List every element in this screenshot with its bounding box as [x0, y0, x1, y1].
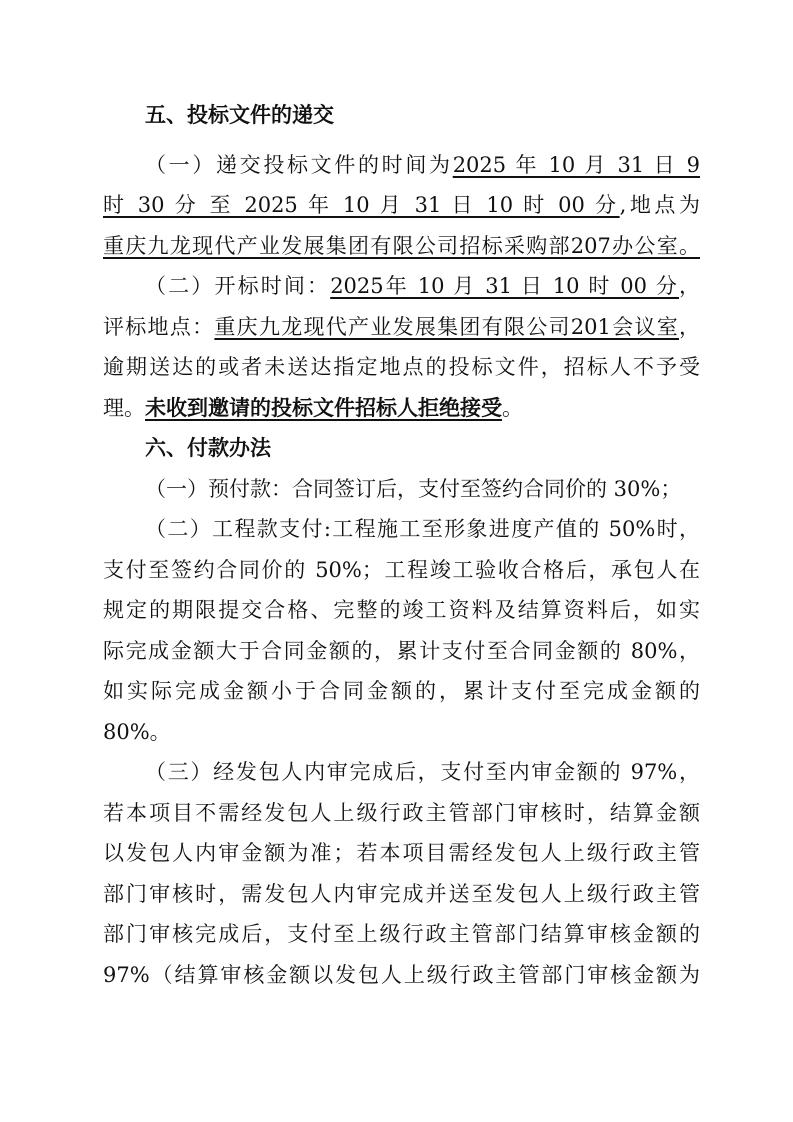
text-segment: 部门审核完成后，支付至上级行政主管部门结算审核金额的 [103, 922, 700, 946]
text-line [103, 793, 700, 834]
text-segment: 六、付款办法 [145, 435, 271, 460]
text-segment: ， [679, 314, 700, 339]
text-segment: 97%（结算审核金额以发包人上级行政主管部门审核金额为 [103, 962, 700, 987]
text-line [103, 752, 700, 793]
text-line [103, 712, 700, 753]
text-line [103, 631, 700, 672]
section-heading [103, 428, 700, 469]
text-line [103, 145, 700, 186]
underlined-text-segment: 重庆九龙现代产业发展集团有限公司201会议室 [214, 314, 679, 339]
text-segment: 80%。 [103, 719, 171, 744]
text-line [103, 469, 700, 510]
text-line [103, 226, 700, 267]
text-segment: 部门审核时，需发包人内审完成并送至发包人上级行政主管 [103, 881, 700, 906]
text-segment: 若本项目不需经发包人上级行政主管部门审核时，结算金额 [103, 800, 700, 825]
text-segment: 逾期送达的或者未送达指定地点的投标文件，招标人不予受 [103, 355, 700, 379]
text-segment: （一）预付款：合同签订后，支付至签约合同价的 30%； [145, 476, 682, 501]
text-segment: ,地点为 [619, 193, 700, 217]
text-line [103, 550, 700, 591]
text-line [103, 874, 700, 915]
text-segment: 际完成金额大于合同金额的，累计支付至合同金额的 80%， [103, 638, 700, 663]
text-line [103, 347, 700, 388]
text-line [103, 671, 700, 712]
underlined-text-segment: 2025 年 10 月 31 日 9 [452, 152, 700, 177]
text-segment: （一）递交投标文件的时间为 [145, 152, 453, 177]
text-segment: ， [679, 274, 700, 298]
underlined-text-segment: 时 30 分 至 2025 年 10 月 31 日 10 时 00 分 [103, 193, 620, 217]
text-segment: 以发包人内审金额为准；若本项目需经发包人上级行政主管 [103, 841, 700, 865]
underlined-text-segment: 未收到邀请的投标文件招标人拒绝接受 [145, 394, 502, 420]
text-line [103, 955, 700, 996]
text-segment: （二）开标时间： [145, 274, 331, 298]
text-segment: 五、投标文件的递交 [145, 102, 334, 127]
text-line [103, 185, 700, 226]
text-segment: （二）工程款支付:工程施工至形象进度产值的 50%时， [145, 517, 700, 541]
text-line [103, 388, 700, 429]
text-line [103, 266, 700, 307]
text-segment: （三）经发包人内审完成后，支付至内审金额的 97%， [145, 760, 700, 784]
underlined-text-segment: 2025年 10 月 31 日 10 时 00 分 [330, 274, 679, 298]
text-segment: 支付至签约合同价的 50%；工程竣工验收合格后，承包人在 [103, 557, 700, 582]
text-line [103, 307, 700, 348]
underlined-text-segment: 重庆九龙现代产业发展集团有限公司招标采购部207办公室。 [103, 233, 700, 258]
text-segment: 。 [502, 395, 523, 420]
text-line [103, 914, 700, 955]
text-segment: 如实际完成金额小于合同金额的，累计支付至完成金额的 [103, 679, 700, 703]
text-line [103, 590, 700, 631]
text-line [103, 833, 700, 874]
text-segment: 理。 [103, 395, 145, 420]
text-segment: 评标地点： [103, 314, 215, 339]
text-line [103, 509, 700, 550]
section-heading [103, 95, 700, 136]
text-segment: 规定的期限提交合格、完整的竣工资料及结算资料后，如实 [103, 598, 700, 622]
